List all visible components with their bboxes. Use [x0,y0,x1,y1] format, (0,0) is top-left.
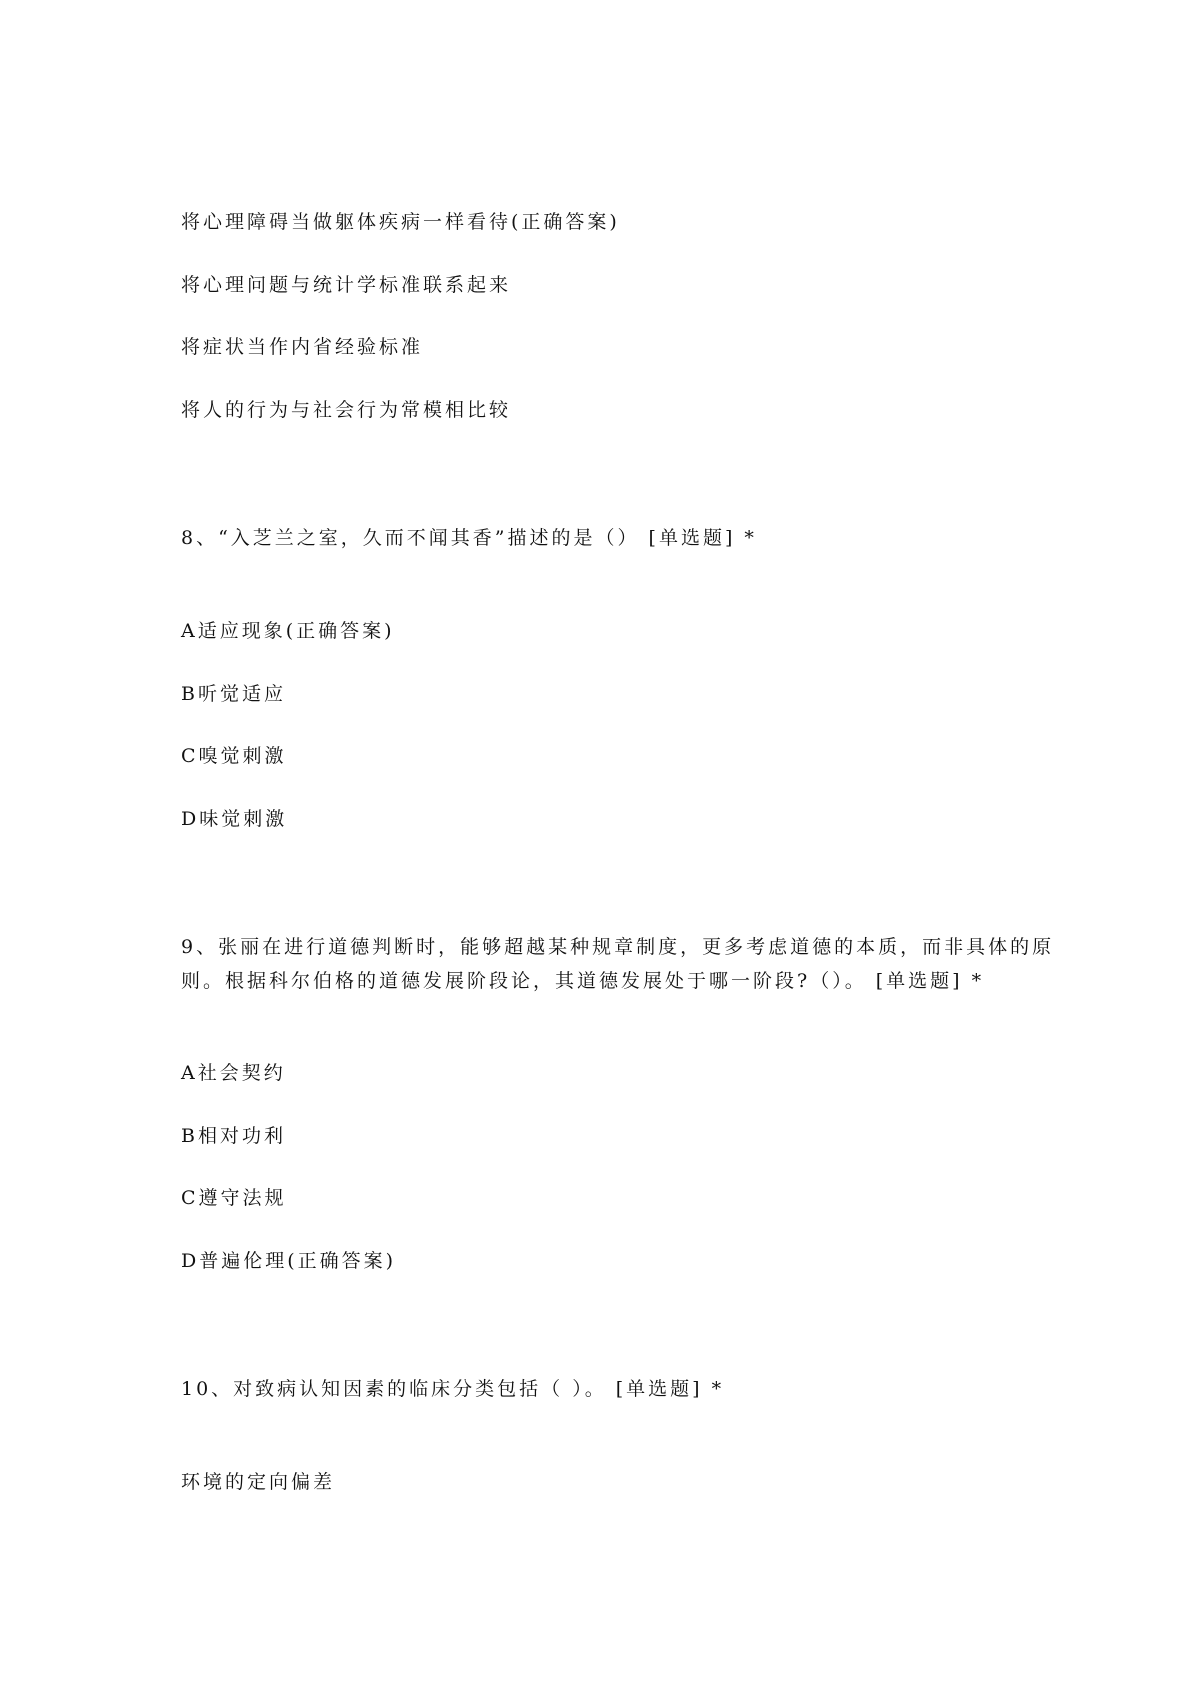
q9-question-line-1: 9、张丽在进行道德判断时，能够超越某种规章制度，更多考虑道德的本质，而非具体的原 [181,936,1055,958]
q8-option-d[interactable]: D味觉刺激 [181,808,288,830]
q8-option-a[interactable]: A适应现象(正确答案) [181,620,395,642]
q8-option-b[interactable]: B听觉适应 [181,683,286,705]
q7-option-4[interactable]: 将人的行为与社会行为常模相比较 [181,399,512,421]
q7-option-1[interactable]: 将心理障碍当做躯体疾病一样看待(正确答案) [181,211,620,233]
q10-option-1[interactable]: 环境的定向偏差 [181,1471,336,1493]
q7-option-2[interactable]: 将心理问题与统计学标准联系起来 [181,274,512,296]
q8-option-c[interactable]: C嗅觉刺激 [181,745,287,767]
q9-option-d[interactable]: D普遍伦理(正确答案) [181,1250,397,1272]
q7-option-3[interactable]: 将症状当作内省经验标准 [181,336,424,358]
q9-option-a[interactable]: A社会契约 [181,1062,286,1084]
q9-option-b[interactable]: B相对功利 [181,1125,286,1147]
q8-question: 8、“入芝兰之室，久而不闻其香”描述的是（） [单选题] * [181,527,757,549]
q9-question-line-2: 则。根据科尔伯格的道德发展阶段论，其道德发展处于哪一阶段?（）。 [单选题] * [181,970,985,992]
q9-option-c[interactable]: C遵守法规 [181,1187,287,1209]
q10-question: 10、对致病认知因素的临床分类包括（ ）。 [单选题] * [181,1378,725,1400]
